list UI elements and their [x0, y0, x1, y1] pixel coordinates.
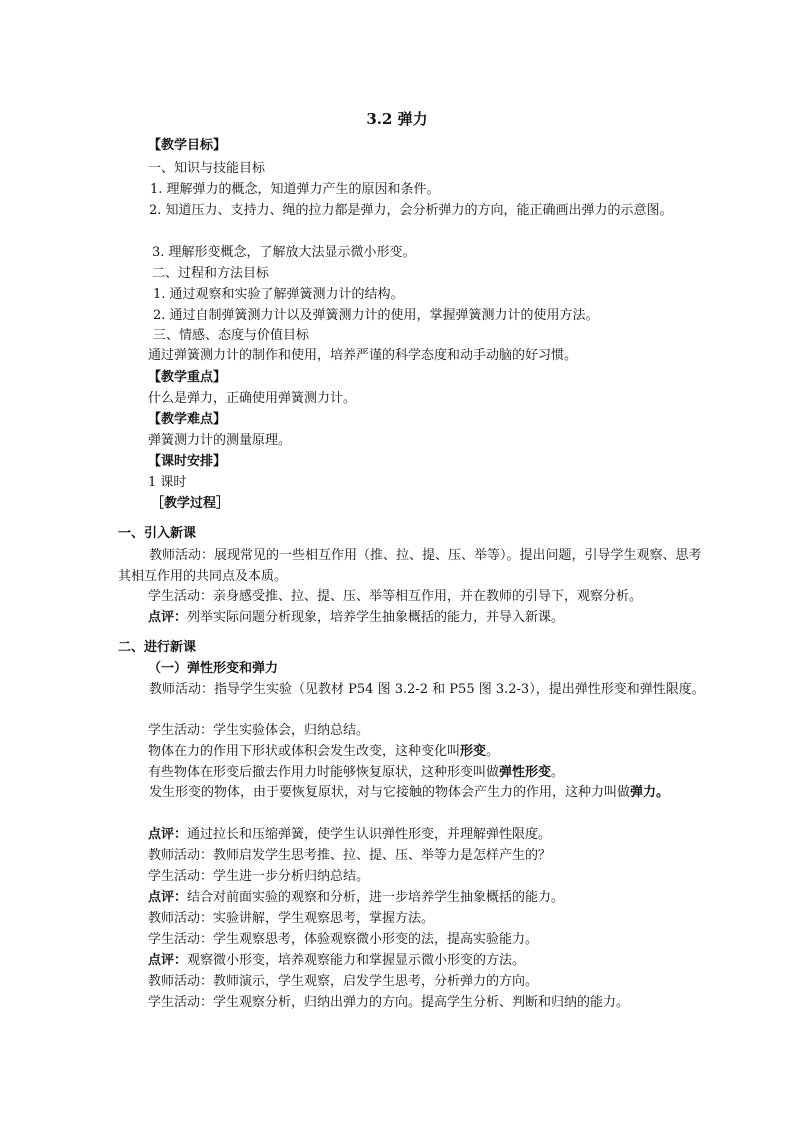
goal2-item1: 1. 通过观察和实验了解弹簧测力计的结构。	[153, 287, 404, 302]
new-heading: 二、进行新课	[118, 640, 197, 655]
s1-student2-label: 学生活动：	[148, 869, 214, 884]
intro-teacher-label: 教师活动：	[149, 548, 215, 563]
s1-student1-text: 学生实验体会，归纳总结。	[213, 723, 370, 738]
s1-teacher1-label: 教师活动：	[149, 682, 215, 697]
intro-student-label: 学生活动：	[148, 589, 214, 604]
s1-teacher1-text: 指导学生实验（见教材 P54 图 3.2-2 和 P55 图 3.2-3），提出弹性形变和弹性限度。	[214, 682, 705, 697]
s1-student4-text: 学生观察分析，归纳出弹力的方向。提高学生分析、判断和归纳的能力。	[213, 995, 630, 1010]
intro-student-text: 亲身感受推、拉、提、压、举等相互作用，并在教师的引导下，观察分析。	[213, 589, 643, 604]
intro-heading: 一、引入新课	[118, 526, 197, 541]
s1-teacher3-label: 教师活动：	[148, 911, 214, 926]
goal1-heading: 一、知识与技能目标	[148, 161, 266, 176]
difficulty-text: 弹簧测力计的测量原理。	[148, 433, 292, 448]
intro-student	[148, 589, 642, 605]
intro-comment-text: 列举实际问题分析现象，培养学生抽象概括的能力，并导入新课。	[187, 610, 565, 625]
s1-student2	[148, 869, 369, 885]
key-text: 什么是弹力，正确使用弹簧测力计。	[148, 391, 357, 406]
intro-teacher	[118, 545, 710, 587]
section1-heading: （一）弹性形变和弹力	[148, 661, 279, 676]
s1-def2-term: 弹性形变	[499, 765, 552, 780]
goal2-heading: 二、过程和方法目标	[152, 266, 270, 281]
goal1-item1: 1. 理解弹力的概念，知道弹力产生的原因和条件。	[150, 182, 440, 197]
s1-teacher4-label: 教师活动：	[148, 974, 214, 989]
s1-def1-pre: 物体在力的作用下形状或体积会发生改变，这种变化叫	[148, 744, 461, 759]
s1-student1	[148, 723, 369, 739]
intro-comment-label: 点评：	[148, 610, 188, 625]
goal3-text: 通过弹簧测力计的制作和使用，培养严谨的科学态度和动手动脑的好习惯。	[148, 348, 578, 363]
s1-def2	[148, 765, 564, 781]
s1-teacher1	[118, 679, 710, 700]
s1-def2-pre: 有些物体在形变后撤去作用力时能够恢复原状，这种形变叫做	[148, 765, 500, 780]
s1-comment1	[148, 827, 551, 843]
intro-teacher-text: 展现常见的一些相互作用（推、拉、提、压、举等）。提出问题，引导学生观察、思考其相互作用的共同点及本质。	[118, 548, 702, 584]
s1-student3	[148, 932, 538, 948]
s1-comment2-label: 点评：	[148, 890, 188, 905]
s1-teacher4-text: 教师演示，学生观察，启发学生思考，分析弹力的方向。	[213, 974, 539, 989]
s1-teacher2	[148, 848, 551, 864]
goal1-item3: 3. 理解形变概念，了解放大法显示微小形变。	[152, 245, 416, 260]
goal1-item2: 2. 知道压力、支持力、绳的拉力都是弹力，会分析弹力的方向，能正确画出弹力的示意图。	[149, 203, 673, 218]
s1-comment1-label: 点评：	[148, 827, 188, 842]
goal2-item2: 2. 通过自制弹簧测力计以及弹簧测力计的使用，掌握弹簧测力计的使用方法。	[153, 308, 599, 323]
s1-student3-text: 学生观察思考，体验观察微小形变的法，提高实验能力。	[213, 932, 539, 947]
process-heading: ［教学过程］	[151, 496, 230, 511]
difficulty-heading: 【教学难点】	[148, 412, 227, 427]
s1-comment3-label: 点评：	[148, 953, 188, 968]
schedule-text: 1 课时	[148, 475, 187, 490]
s1-def3-post: 。	[656, 785, 670, 800]
s1-teacher3-text: 实验讲解，学生观察思考，掌握方法。	[213, 911, 435, 926]
s1-def1-term: 形变	[460, 744, 487, 759]
s1-student4	[148, 995, 629, 1011]
s1-teacher2-label: 教师活动：	[148, 848, 214, 863]
intro-comment	[148, 610, 564, 626]
s1-student3-label: 学生活动：	[148, 932, 214, 947]
s1-student1-label: 学生活动：	[148, 723, 214, 738]
s1-comment2	[148, 890, 564, 906]
s1-def3-pre: 发生形变的物体，由于要恢复原状，对与它接触的物体会产生力的作用，这种力叫做	[149, 785, 631, 800]
page-title: 3.2 弹力	[366, 110, 428, 128]
s1-def1	[148, 744, 499, 760]
s1-student4-label: 学生活动：	[148, 995, 214, 1010]
goals-heading: 【教学目标】	[148, 138, 227, 153]
s1-comment3	[148, 953, 525, 969]
s1-teacher2-text: 教师启发学生思考推、拉、提、压、举等力是怎样产生的？	[213, 848, 552, 863]
s1-comment1-text: 通过拉长和压缩弹簧，使学生认识弹性形变，并理解弹性限度。	[187, 827, 552, 842]
s1-teacher4	[148, 974, 538, 990]
s1-def3-term: 弹力	[630, 785, 657, 800]
s1-teacher3	[148, 911, 434, 927]
s1-def2-post: 。	[551, 765, 565, 780]
s1-def3	[118, 782, 714, 803]
key-heading: 【教学重点】	[148, 370, 227, 385]
s1-student2-text: 学生进一步分析归纳总结。	[213, 869, 370, 884]
s1-comment3-text: 观察微小形变，培养观察能力和掌握显示微小形变的方法。	[187, 953, 526, 968]
s1-comment2-text: 结合对前面实验的观察和分析，进一步培养学生抽象概括的能力。	[187, 890, 565, 905]
goal3-heading: 三、情感、态度与价值目标	[153, 328, 310, 343]
s1-def1-post: 。	[486, 744, 500, 759]
schedule-heading: 【课时安排】	[148, 454, 227, 469]
